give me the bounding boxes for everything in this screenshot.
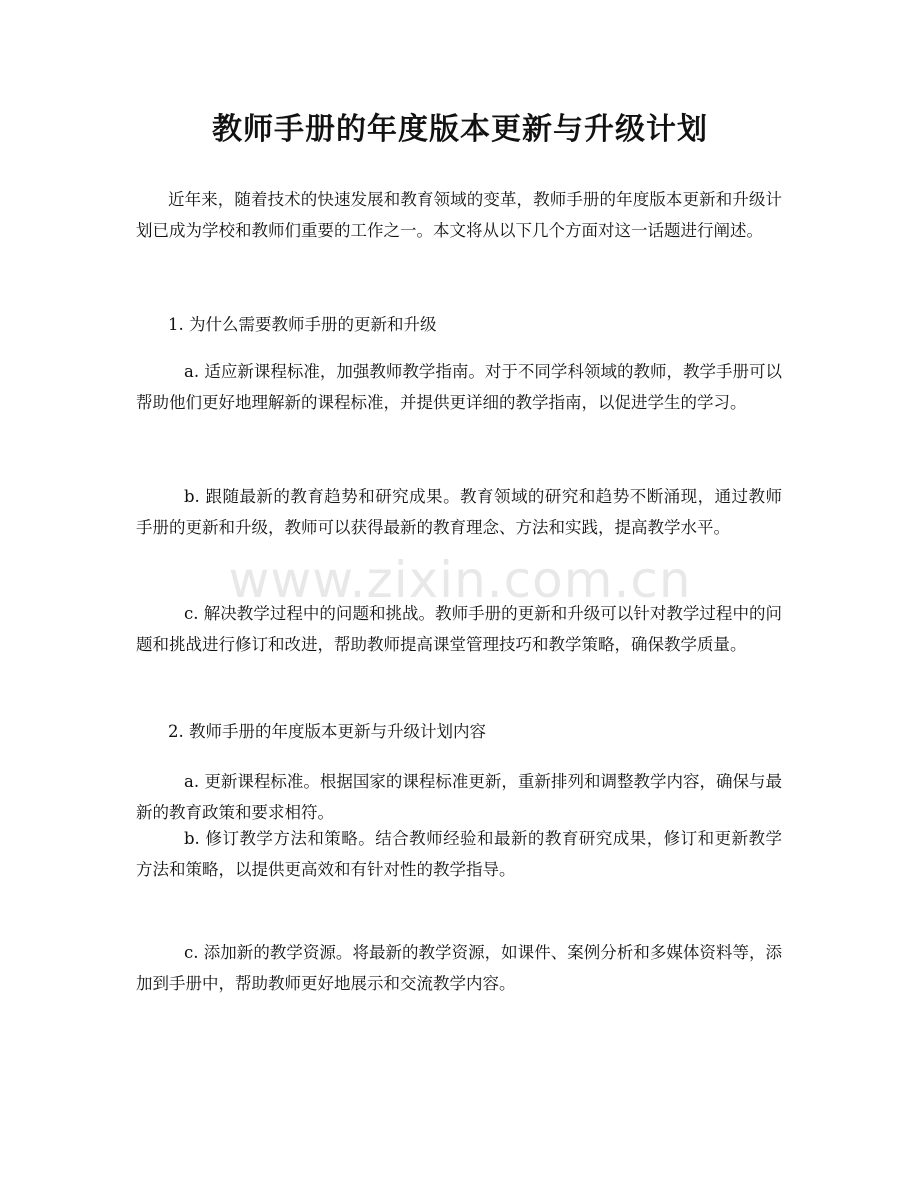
section-1-item-b: b. 跟随最新的教育趋势和研究成果。教育领域的研究和趋势不断涌现，通过教师手册的更新和升级，教师可以获得最新的教育理念、方法和实践，提高教学水平。	[136, 487, 782, 537]
section-2-item-c: c. 添加新的教学资源。将最新的教学资源，如课件、案例分析和多媒体资料等，添加到手册中，帮助教师更好地展示和交流教学内容。	[136, 943, 782, 993]
section-1-item-a: a. 适应新课程标准，加强教师教学指南。对于不同学科领域的教师，教学手册可以帮助他们更好地理解新的课程标准，并提供更详细的教学指南，以促进学生的学习。	[136, 362, 782, 412]
page-title: 教师手册的年度版本更新与升级计划	[212, 112, 708, 147]
section-2-item-a: a. 更新课程标准。根据国家的课程标准更新，重新排列和调整教学内容，确保与最新的教育政策和要求相符。	[136, 772, 782, 822]
section-2-heading: 2. 教师手册的年度版本更新与升级计划内容	[168, 722, 486, 741]
intro-paragraph: 近年来，随着技术的快速发展和教育领域的变革，教师手册的年度版本更新和升级计划已成为学校和教师们重要的工作之一。本文将从以下几个方面对这一话题进行阐述。	[136, 190, 782, 240]
section-1-item-c: c. 解决教学过程中的问题和挑战。教师手册的更新和升级可以针对教学过程中的问题和挑战进行修订和改进，帮助教师提高课堂管理技巧和教学策略，确保教学质量。	[136, 604, 782, 654]
watermark: www.zixin.com.cn	[228, 551, 692, 609]
section-1-heading: 1. 为什么需要教师手册的更新和升级	[168, 315, 437, 334]
section-2-item-b: b. 修订教学方法和策略。结合教师经验和最新的教育研究成果，修订和更新教学方法和策略，以提供更高效和有针对性的教学指导。	[136, 829, 782, 879]
